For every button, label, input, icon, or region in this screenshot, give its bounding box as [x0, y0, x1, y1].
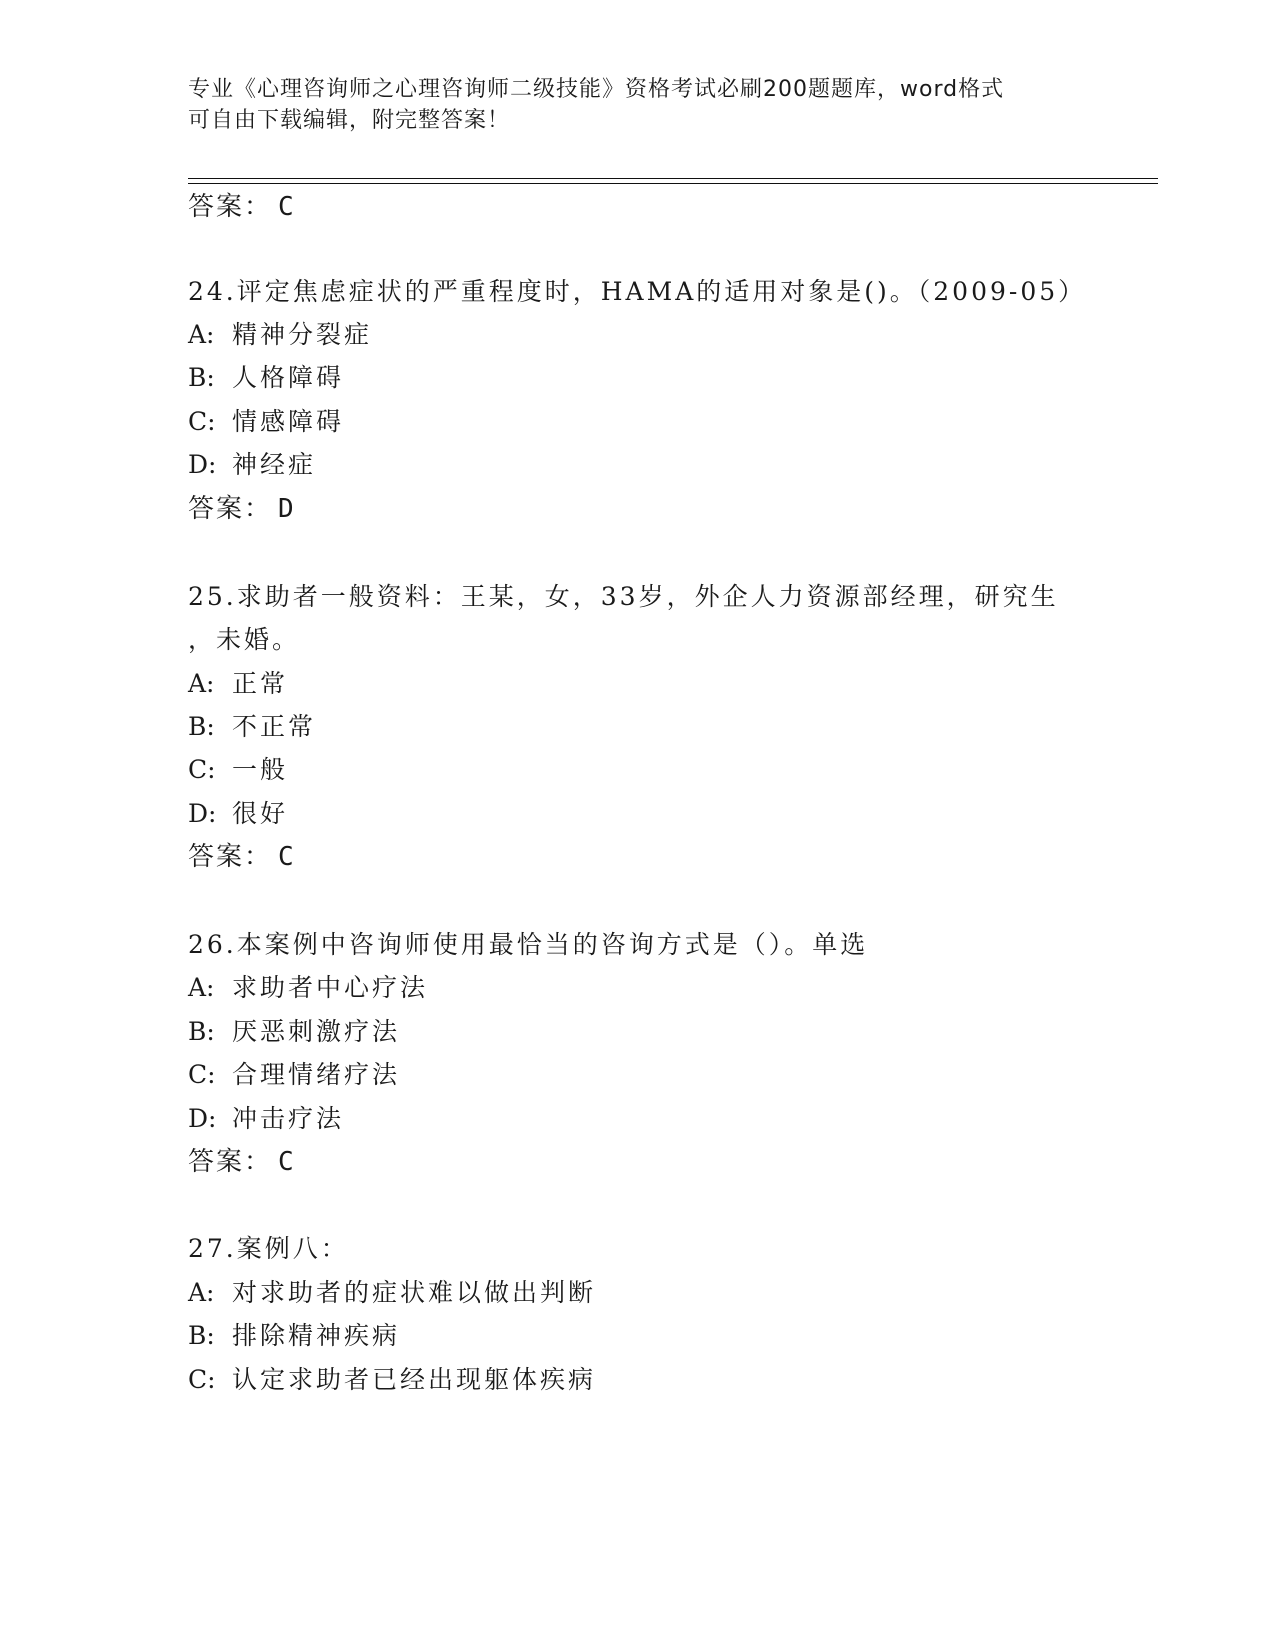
answer-label: 答案： — [188, 192, 273, 222]
option-letter: D: — [188, 1104, 217, 1133]
option-b — [188, 710, 316, 744]
option-a — [188, 1276, 596, 1310]
question-26-text: 26.本案例中咨询师使用最恰当的咨询方式是（）。单选 — [188, 930, 869, 959]
option-letter: C: — [188, 1365, 216, 1394]
option-c — [188, 1363, 596, 1397]
option-text: 神经症 — [232, 450, 317, 479]
question-27-text: 27.案例八： — [188, 1234, 349, 1263]
option-text: 人格障碍 — [232, 363, 345, 392]
question-24-text: 24.评定焦虑症状的严重程度时，HAMA的适用对象是()。（2009-05） — [188, 277, 1087, 306]
option-text: 排除精神疾病 — [232, 1321, 401, 1350]
question-25-text-line-1: 25.求助者一般资料：王某，女，33岁，外企人力资源部经理，研究生 — [188, 582, 1059, 611]
option-c — [188, 405, 344, 439]
option-b — [188, 1015, 400, 1049]
option-d — [188, 448, 316, 482]
answer-line — [188, 492, 296, 526]
answer-line — [188, 840, 296, 874]
option-letter: A: — [188, 320, 215, 349]
answer-label: 答案： — [188, 1147, 273, 1177]
option-a — [188, 318, 372, 352]
option-letter: A: — [188, 973, 215, 1002]
document-header — [188, 74, 1088, 136]
header-line-1: 专业《心理咨询师之心理咨询师二级技能》资格考试必刷200题题库，word格式 — [188, 77, 1005, 102]
option-d — [188, 1102, 344, 1136]
option-letter: B: — [188, 712, 215, 741]
option-text: 很好 — [232, 799, 289, 828]
option-text: 求助者中心疗法 — [232, 973, 429, 1002]
option-letter: C: — [188, 1060, 216, 1089]
answer-value: C — [278, 842, 296, 872]
option-letter: A: — [188, 1278, 215, 1307]
option-text: 不正常 — [232, 712, 317, 741]
option-b — [188, 1319, 400, 1353]
option-a — [188, 667, 288, 701]
header-divider-bottom — [188, 183, 1158, 184]
option-a — [188, 971, 428, 1005]
option-text: 合理情绪疗法 — [232, 1060, 401, 1089]
option-letter: D: — [188, 450, 217, 479]
answer-label: 答案： — [188, 842, 273, 872]
option-letter: A: — [188, 669, 215, 698]
question-25-text-line-2: ，未婚。 — [188, 625, 301, 654]
option-text: 精神分裂症 — [232, 320, 373, 349]
option-d — [188, 797, 288, 831]
option-c — [188, 753, 288, 787]
option-letter: B: — [188, 1017, 215, 1046]
option-letter: D: — [188, 799, 217, 828]
option-letter: C: — [188, 407, 216, 436]
option-text: 厌恶刺激疗法 — [232, 1017, 401, 1046]
option-text: 对求助者的症状难以做出判断 — [232, 1278, 597, 1307]
option-text: 一般 — [232, 755, 289, 784]
answer-line — [188, 190, 296, 224]
option-text: 情感障碍 — [232, 407, 345, 436]
header-divider-top — [188, 178, 1158, 179]
option-b — [188, 361, 344, 395]
answer-value: C — [278, 192, 296, 222]
option-letter: C: — [188, 755, 216, 784]
option-text: 正常 — [232, 669, 289, 698]
option-letter: B: — [188, 1321, 215, 1350]
answer-value: D — [278, 494, 296, 524]
option-text: 认定求助者已经出现躯体疾病 — [232, 1365, 597, 1394]
option-letter: B: — [188, 363, 215, 392]
option-text: 冲击疗法 — [232, 1104, 345, 1133]
option-c — [188, 1058, 400, 1092]
answer-label: 答案： — [188, 494, 273, 524]
answer-line — [188, 1145, 296, 1179]
answer-value: C — [278, 1147, 296, 1177]
header-line-2: 可自由下载编辑，附完整答案！ — [188, 108, 511, 133]
